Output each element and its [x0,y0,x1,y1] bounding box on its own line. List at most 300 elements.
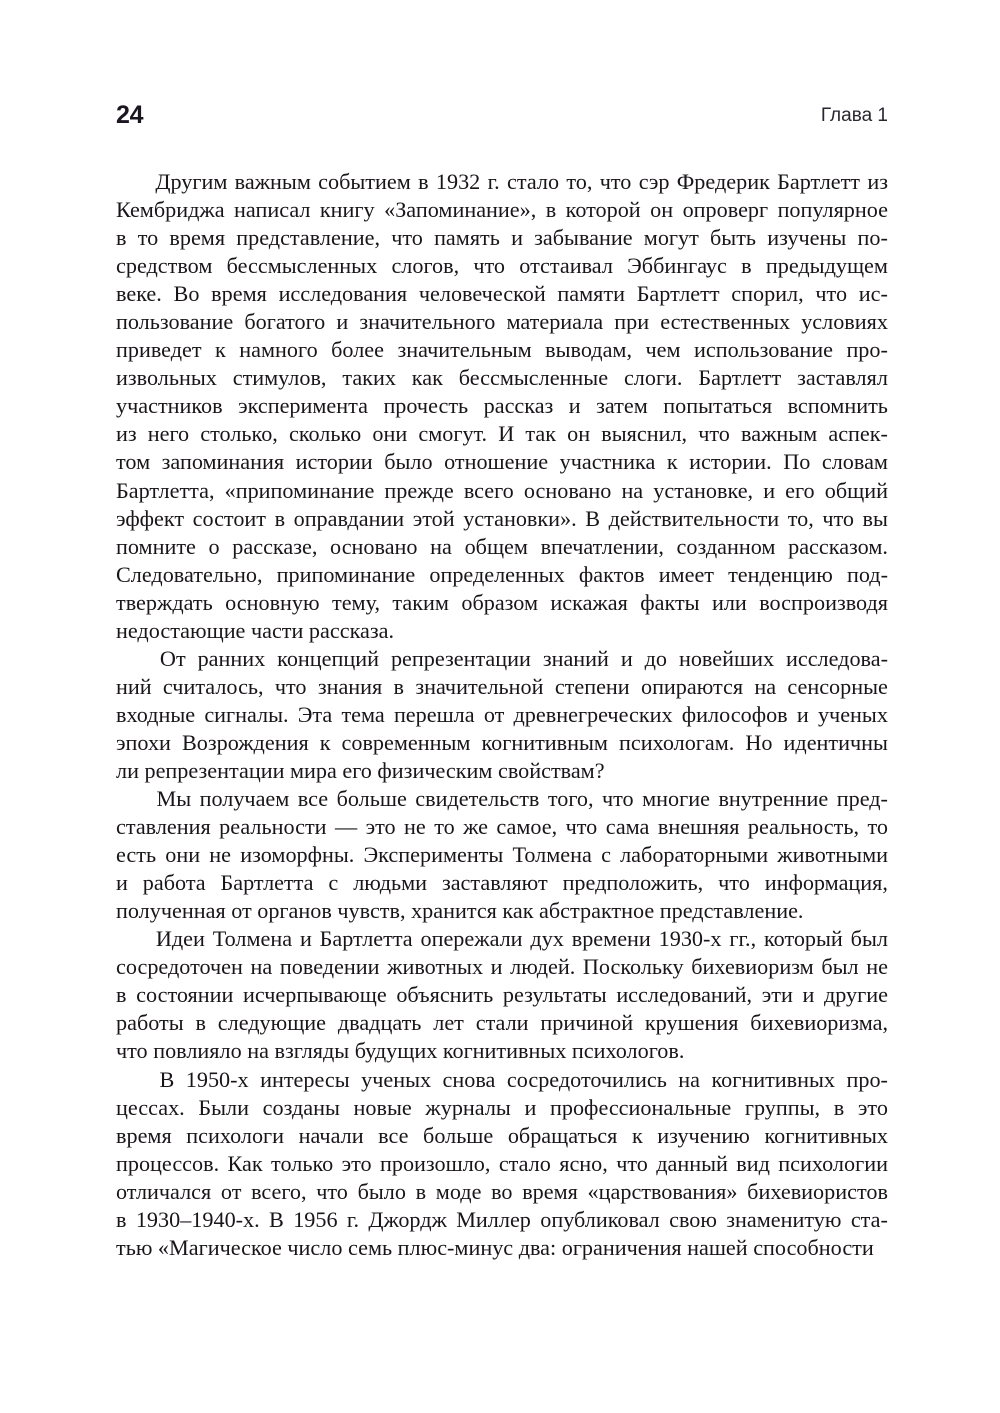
word: самое, [496,814,558,840]
word: эти [761,982,793,1008]
text-line [116,1010,888,1038]
word: опираются [640,673,744,699]
word: дух [530,926,564,952]
word: и [511,225,523,251]
text-line [116,197,888,225]
word: основано [523,477,612,503]
word: Эббингаус [627,253,727,279]
word: и [796,701,809,727]
paragraph [116,169,888,646]
word: начали [298,1122,364,1148]
word: сколько [288,421,362,447]
word: память [434,225,500,251]
word: как [411,365,443,391]
word: средством [116,253,213,279]
word: истории [295,449,373,475]
word: В [585,505,601,531]
word: 1930–1940-х. [135,1206,260,1232]
word: слоги. [623,365,683,391]
word: то [137,225,159,251]
line-text: тью «Магическое число семь плюс-минус два: ограничения нашей способности [116,1234,874,1260]
word: к [666,449,678,475]
paragraph [116,926,888,1066]
word: психологи [186,1122,285,1148]
word: до [644,645,668,671]
word: участника [559,449,656,475]
text-line [116,1207,888,1235]
word: из [116,421,137,447]
word: из [867,169,888,194]
word: в [393,673,405,699]
word: помните [116,533,196,559]
word: участников [116,393,223,419]
text-line [116,337,888,365]
word: эпохи [116,729,171,755]
word: 1930-х [658,926,722,952]
word: искажая [550,589,628,615]
word: выяснил, [601,421,688,447]
word: реальность, [747,814,860,840]
word: лет [433,1010,464,1036]
word: другие [823,982,888,1008]
word: новые [353,1094,412,1120]
word: в [545,197,557,223]
word: лабораторными [620,842,769,868]
word: изучены [767,225,847,251]
word: воспроизводя [759,589,888,615]
word: сама [605,814,650,840]
word: тенденцию [728,561,833,587]
word: пользование [116,309,234,335]
word: это [857,1094,888,1120]
word: использование [694,337,833,363]
word: ученых [817,701,888,727]
word: это [365,814,396,840]
word: предыдущем [765,253,888,279]
word: все [378,1122,409,1148]
word: философов [681,701,788,727]
word: рассказ [483,393,554,419]
word: Эксперименты [363,842,504,868]
text-line [116,842,888,870]
line-text: что повлияло на взгляды будущих когнитивных психологов. [116,1038,685,1064]
word: 1950-х [185,1066,249,1092]
word: время [522,1178,578,1204]
word: опубликовал [540,1206,660,1232]
word: популярное [777,197,888,223]
word: обращаться [507,1122,618,1148]
text-line [116,169,888,197]
text-line [116,982,888,1010]
word: оправдании [293,505,405,531]
word: в [116,225,127,251]
text-line [116,449,888,477]
word: сэр [638,169,670,194]
word: был [850,926,888,952]
word: реальности [219,814,327,840]
word: концепций [277,645,380,671]
word: смогут. [418,421,488,447]
text-line [116,1123,888,1151]
word: исследования [278,281,408,307]
word: многие [642,786,710,812]
word: столько, [200,421,278,447]
word: крушения [644,1010,739,1036]
word: бессмысленных [226,253,378,279]
text-line [116,926,888,954]
word: слогов, [391,253,460,279]
word: приведет [116,337,202,363]
word: исследова- [785,645,888,671]
word: или [711,589,747,615]
word: бихевиоризма, [750,1010,888,1036]
word: в [418,169,429,194]
word: значительного [359,309,496,335]
word: и [490,954,503,980]
word: исчерпывающе [242,982,387,1008]
word: — [334,814,358,840]
word: фактов [578,561,645,587]
word: «царствования» [587,1178,738,1204]
word: опережали [420,926,523,952]
word: то, [566,169,593,194]
word: и [524,1094,537,1120]
word: что [602,786,634,812]
word: на [621,477,644,503]
word: считалось, [162,673,264,699]
word: И [498,421,515,447]
word: затем [596,393,648,419]
text-line [116,898,888,926]
word: репрезентации [390,645,531,671]
word: 1956 [293,1206,338,1232]
word: время [211,281,267,307]
text-line [116,618,888,646]
page-number: 24 [116,100,144,129]
word: не [404,814,426,840]
word: таких [342,365,396,391]
word: людьми [353,870,428,896]
word: и [763,477,776,503]
word: его [785,477,815,503]
word: древнегреческих [513,701,673,727]
word: Во [173,281,200,307]
word: созданном [676,533,776,559]
word: работа [142,870,206,896]
word: Идеи [155,926,205,952]
text-line [116,1067,888,1095]
word: профессиональные [550,1094,732,1120]
word: эксперимента [238,393,368,419]
word: процессов. [116,1150,220,1176]
word: цессах. [116,1094,185,1120]
word: в [195,1010,206,1036]
word: произошло, [379,1150,491,1176]
word: про- [846,337,888,363]
word: так [525,421,557,447]
word: в [741,253,752,279]
word: определенных [429,561,565,587]
word: при [614,309,650,335]
word: Кембриджа [116,197,225,223]
word: и [802,982,815,1008]
text-line [116,758,888,786]
word: истории. [689,449,772,475]
word: чем [645,337,681,363]
word: спорил, [731,281,804,307]
word: 1932 [435,169,481,194]
word: общем [464,533,528,559]
word: на [250,954,273,980]
word: с [601,842,611,868]
word: Мы [156,786,192,812]
word: результаты [502,982,607,1008]
word: к [631,1122,643,1148]
text-line [116,954,888,982]
word: словам [821,449,888,475]
word: и [568,393,581,419]
word: данный [656,1150,728,1176]
word: более [331,337,384,363]
word: времени [571,926,651,952]
word: опроверг [682,197,769,223]
word: стало [507,169,560,194]
word: Миллер [456,1206,531,1232]
word: Толмена [512,842,592,868]
word: предположить, [562,870,704,896]
word: идентичны [783,729,888,755]
word: что [274,673,307,699]
word: ста- [850,1206,888,1232]
text-line [116,814,888,842]
word: тему, [332,589,381,615]
word: богатого [244,309,326,335]
text-line [116,478,888,506]
word: значительным [397,337,532,363]
word: пред- [836,786,888,812]
word: знания [317,673,383,699]
word: все [297,786,329,812]
word: журналы [425,1094,511,1120]
word: состоит [192,505,267,531]
word: по- [857,225,888,251]
word: Бартлетт [698,365,782,391]
word: то [434,814,455,840]
word: с [328,870,339,896]
word: внешняя [657,814,740,840]
word: же [463,814,488,840]
word: получаем [199,786,290,812]
word: ранних [197,645,266,671]
word: бихевиористов [747,1178,888,1204]
word: животными [777,842,888,868]
word: они [372,421,408,447]
word: было [357,1178,406,1204]
word: припоминание [276,561,416,587]
word: таким [392,589,449,615]
word: заставляют [441,870,548,896]
word: вы [862,505,888,531]
word: и [336,309,349,335]
word: был [821,954,859,980]
word: они [165,842,201,868]
word: значительной [415,673,544,699]
text-line [116,590,888,618]
word: интересы [260,1066,350,1092]
word: сигналы. [204,701,289,727]
word: созданы [262,1094,340,1120]
word: Бартлетта [220,870,314,896]
paragraph [116,646,888,786]
word: ясно, [559,1150,608,1176]
word: не [866,954,888,980]
text-line [116,870,888,898]
word: ставления [116,814,211,840]
word: Бартлетта [319,926,413,952]
text-line [116,1235,888,1263]
word: в [274,505,286,531]
word: на [754,673,777,699]
word: работы [116,1010,184,1036]
running-head [116,100,888,130]
word: основано [330,533,418,559]
word: изоморфны. [240,842,355,868]
word: в [833,1094,845,1120]
line-text: полученная от органов чувств, хранится как абстрактное представление. [116,898,804,924]
word: гг., [729,926,757,952]
word: Но [745,729,773,755]
word: изучению [657,1122,750,1148]
word: всего [463,477,514,503]
text-line [116,1095,888,1123]
word: это [341,1150,372,1176]
word: стали [475,1010,529,1036]
word: общий [824,477,888,503]
word: этой [412,505,455,531]
word: то [867,814,888,840]
word: что [616,1150,648,1176]
word: было [384,449,433,475]
word: попытаться [663,393,773,419]
word: «Запоминание», [384,197,537,223]
word: того, [547,786,594,812]
text-line [116,1179,888,1207]
word: Возрождения [181,729,309,755]
text-line [116,309,888,337]
word: время [116,1122,172,1148]
text-line [116,702,888,730]
word: и [299,926,312,952]
word: что [473,253,506,279]
word: когнитивным [481,729,608,755]
word: когнитивных [711,1066,836,1092]
line-text: ли репрезентации мира его физическим свойствам? [116,757,605,783]
word: под- [846,561,888,587]
word: от [483,701,505,727]
word: образом [461,589,539,615]
word: информация, [764,870,888,896]
word: памяти [557,281,625,307]
word: людей. [510,954,576,980]
word: о [208,533,220,559]
word: г. [487,169,500,194]
word: отношение [444,449,549,475]
word: ний [116,673,152,699]
word: могут [643,225,699,251]
word: г. [346,1206,360,1232]
word: книгу [319,197,375,223]
word: установки». [463,505,577,531]
word: ис- [858,281,888,307]
word: состоянии [136,982,234,1008]
word: естественных [660,309,791,335]
word: От [159,645,186,671]
word: извольных [116,365,217,391]
word: Джордж [368,1206,447,1232]
word: входные [116,701,196,727]
word: Другим [155,169,228,194]
word: больше [423,1122,494,1148]
word: он [650,197,674,223]
word: представление, [236,225,380,251]
word: бессмысленные [458,365,609,391]
word: вспомнить [787,393,888,419]
word: человеческой [418,281,546,307]
word: сосредоточились [506,1066,667,1092]
word: в [116,982,127,1008]
word: когнитивных [764,1122,888,1148]
word: выводам, [545,337,633,363]
word: есть [116,842,157,868]
text-line [116,421,888,449]
word: и [620,645,633,671]
line-text: недостающие части рассказа. [116,617,395,643]
word: к [319,729,331,755]
word: только [271,1150,334,1176]
word: не [209,842,232,868]
word: стало [498,1150,551,1176]
word: эффект [116,505,185,531]
word: запоминания [161,449,285,475]
word: свидетельств [415,786,540,812]
word: действительности [608,505,780,531]
word: сосредоточен [116,954,243,980]
word: он [567,421,591,447]
word: «припоминание [224,477,375,503]
word: знаменитую [726,1206,842,1232]
word: следующие [217,1010,327,1036]
word: что [815,281,848,307]
word: что [565,814,598,840]
word: про- [846,1066,888,1092]
word: быть [710,225,757,251]
text-line [116,281,888,309]
word: психологии [778,1150,888,1176]
word: животных [387,954,484,980]
word: него [147,421,190,447]
text-line [116,674,888,702]
word: свою [669,1206,717,1232]
paragraph [116,1067,888,1263]
word: психологам. [618,729,735,755]
word: вид [736,1150,770,1176]
word: впечатлении, [540,533,664,559]
paragraph [116,786,888,926]
word: который [763,926,843,952]
text-line [116,506,888,534]
word: исследований, [616,982,753,1008]
word: отличался [116,1178,212,1204]
